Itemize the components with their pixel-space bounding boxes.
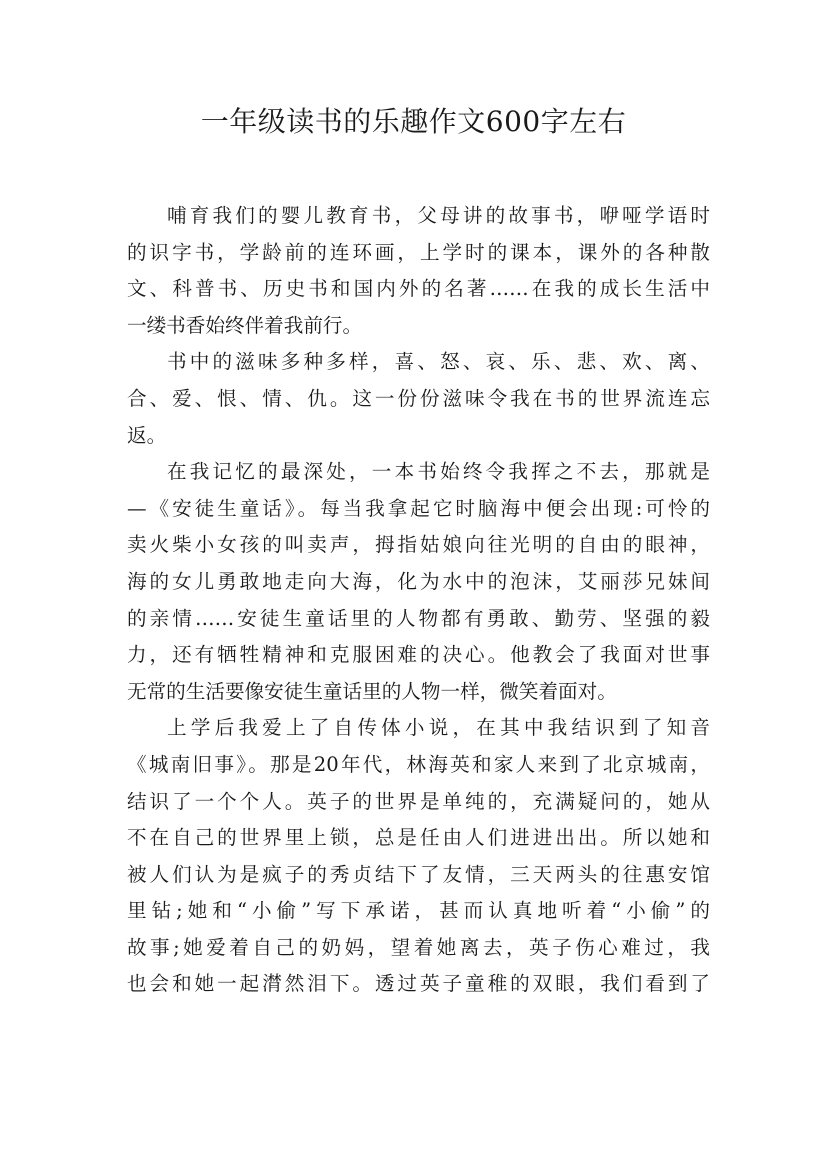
text-line: 里钻;她和“小偷”写下承诺，甚而认真地听着“小偷”的 bbox=[127, 899, 710, 923]
text-line: 一缕书香始终伴着我前行。 bbox=[127, 313, 363, 337]
text-line: 被人们认为是疯子的秀贞结下了友情，三天两头的往惠安馆 bbox=[127, 862, 710, 886]
text-line: 哺育我们的婴儿教育书，父母讲的故事书，咿哑学语时 bbox=[167, 204, 710, 227]
text-line: 上学后我爱上了自传体小说，在其中我结识到了知音 bbox=[167, 716, 710, 740]
text-line: 返。 bbox=[127, 423, 167, 447]
text-line: 合、爱、恨、情、仇。这一份份滋味令我在书的世界流连忘 bbox=[127, 386, 710, 410]
essay-body bbox=[127, 198, 710, 1003]
text-line: 的亲情……安徒生童话里的人物都有勇敢、勤劳、坚强的毅 bbox=[127, 606, 710, 630]
text-line: 也会和她一起潸然泪下。透过英子童稚的双眼，我们看到了 bbox=[127, 972, 710, 996]
text-line: 书中的滋味多种多样，喜、怒、哀、乐、悲、欢、离、 bbox=[167, 350, 710, 374]
text-line: 卖火柴小女孩的叫卖声，拇指姑娘向往光明的自由的眼神， bbox=[127, 533, 710, 557]
text-line: 故事;她爱着自己的奶妈，望着她离去，英子伤心难过，我 bbox=[127, 935, 710, 959]
text-line: 不在自己的世界里上锁，总是任由人们进进出出。所以她和 bbox=[127, 826, 710, 850]
text-line: —《安徒生童话》。每当我拿起它时脑海中便会出现:可怜的 bbox=[127, 496, 710, 520]
text-line: 无常的生活要像安徒生童话里的人物一样，微笑着面对。 bbox=[127, 679, 617, 703]
text-line: 文、科普书、历史书和国内外的名著……在我的成长生活中 bbox=[127, 277, 710, 301]
document-title: 一年级读书的乐趣作文600字左右 bbox=[200, 105, 627, 138]
text-line: 海的女儿勇敢地走向大海，化为水中的泡沫，艾丽莎兄妹间 bbox=[127, 569, 710, 593]
text-line: 《城南旧事》。那是20年代，林海英和家人来到了北京城南， bbox=[127, 752, 710, 776]
text-line: 在我记忆的最深处，一本书始终令我挥之不去，那就是 bbox=[167, 460, 710, 484]
text-line: 的识字书，学龄前的连环画，上学时的课本，课外的各种散 bbox=[127, 240, 710, 264]
text-line: 力，还有牺牲精神和克服困难的决心。他教会了我面对世事 bbox=[127, 643, 710, 667]
text-line: 结识了一个个人。英子的世界是单纯的，充满疑问的，她从 bbox=[127, 789, 710, 813]
